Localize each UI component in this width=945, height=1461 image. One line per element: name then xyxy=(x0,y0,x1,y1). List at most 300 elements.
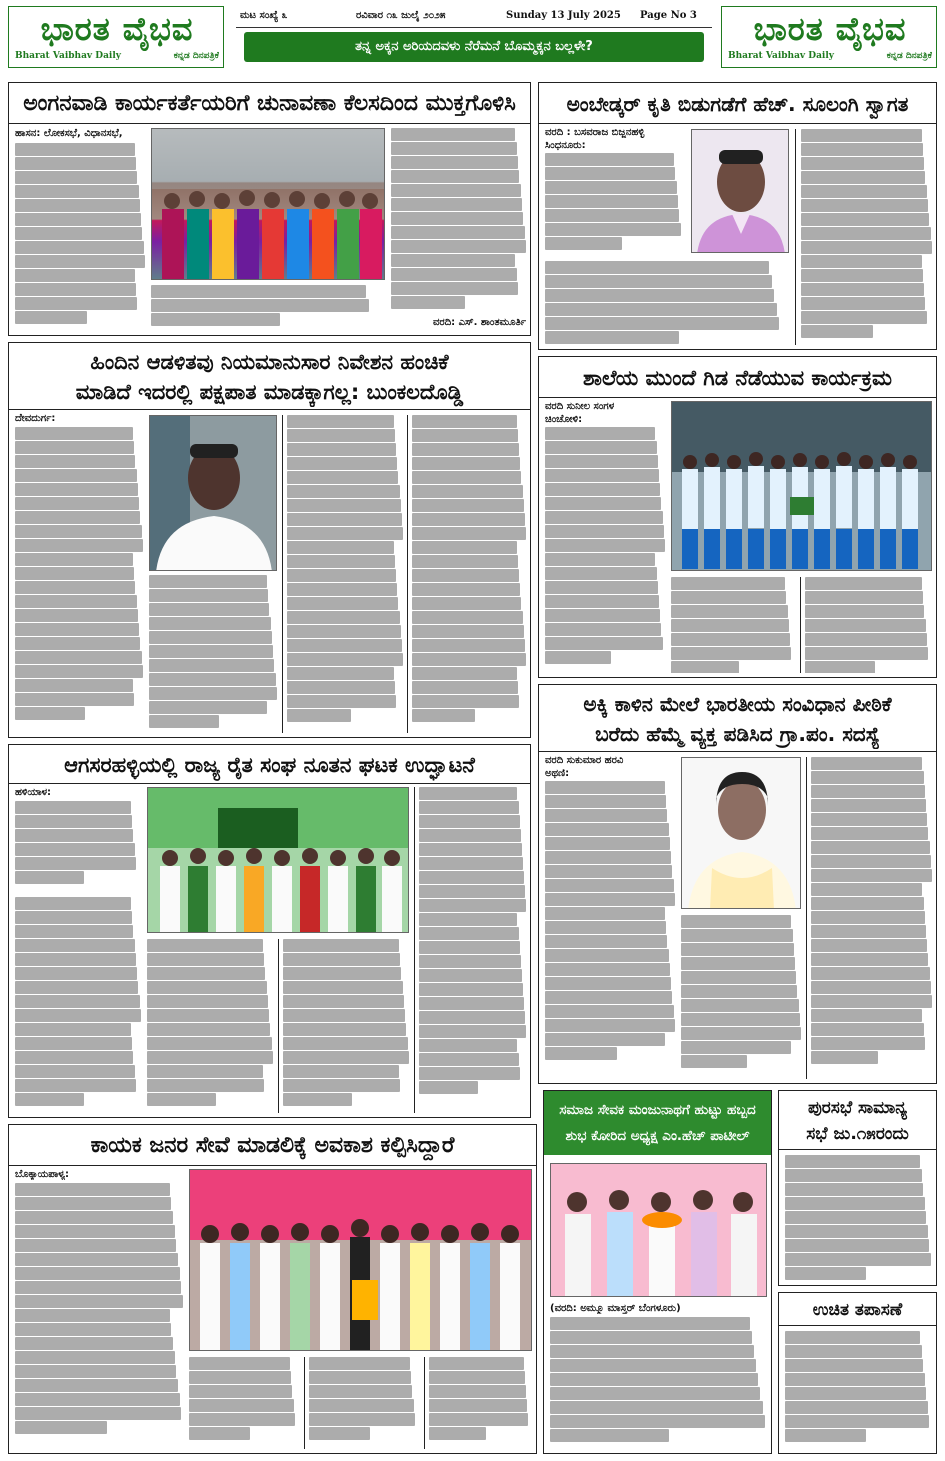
text-line xyxy=(550,1429,669,1442)
text-line xyxy=(785,1401,928,1414)
brand-subtitle: ಕನ್ನಡ ದಿನಪತ್ರಿಕೆ xyxy=(886,51,932,61)
text-line xyxy=(15,1225,175,1238)
text-line xyxy=(15,185,139,198)
text-line xyxy=(149,659,274,672)
text-line xyxy=(391,226,525,239)
dateline: ಹಳಿಯಾಳ: xyxy=(15,787,52,798)
text-line xyxy=(283,981,403,994)
text-line xyxy=(550,1317,750,1330)
text-line xyxy=(15,511,140,524)
masthead-center xyxy=(236,6,712,68)
text-line xyxy=(15,595,137,608)
text-line xyxy=(681,943,794,956)
text-line xyxy=(412,583,520,596)
text-line xyxy=(805,647,928,660)
text-line xyxy=(391,240,526,253)
text-line xyxy=(287,709,351,722)
text-line xyxy=(391,198,522,211)
text-line xyxy=(15,525,142,538)
brand-logo-right xyxy=(721,6,937,68)
text-line xyxy=(785,1429,866,1442)
page-number: Page No 3 xyxy=(640,10,697,21)
text-line xyxy=(785,1169,922,1182)
text-line xyxy=(811,953,928,966)
text-line xyxy=(287,611,400,624)
text-line xyxy=(545,469,659,482)
text-line xyxy=(801,199,928,212)
masthead xyxy=(8,6,937,72)
text-line xyxy=(15,427,133,440)
text-line xyxy=(785,1359,923,1372)
volume-number: ಮಟ ಸಂಖ್ಯೆ ೩ xyxy=(240,10,288,21)
story-school-plants xyxy=(538,356,937,678)
place: ಸಿಂಧನೂರು: xyxy=(545,140,586,151)
text-line xyxy=(785,1267,866,1280)
text-line xyxy=(15,1407,181,1420)
text-line xyxy=(391,156,518,169)
text-line xyxy=(15,1051,133,1064)
text-line xyxy=(805,619,926,632)
text-line xyxy=(429,1385,526,1398)
text-line xyxy=(429,1427,486,1440)
headline-line-2: ಬರೆದು ಹೆಮ್ಮೆ ವ್ಯಕ್ತ ಪಡಿಸಿದ ಗ್ರಾ.ಪಂ. ಸದಸ್ಯೆ xyxy=(595,722,880,746)
text-line xyxy=(811,813,927,826)
text-line xyxy=(801,269,923,282)
text-line xyxy=(15,1183,170,1196)
text-line xyxy=(309,1427,370,1440)
text-column xyxy=(545,781,675,1079)
brand-english-name: Bharat Vaibhav Daily xyxy=(728,51,834,61)
text-line xyxy=(15,1253,178,1266)
text-line xyxy=(419,787,517,800)
text-line xyxy=(785,1387,926,1400)
text-line xyxy=(681,929,793,942)
text-line xyxy=(545,209,679,222)
text-line xyxy=(785,1253,931,1266)
dateline: ಬೊಕ್ಕಾಯಪಾಳ್ಯ: xyxy=(15,1169,70,1180)
text-line xyxy=(545,949,669,962)
text-line xyxy=(545,935,667,948)
text-line xyxy=(15,1065,135,1078)
text-line xyxy=(149,645,273,658)
text-line xyxy=(419,997,524,1010)
text-line xyxy=(15,311,87,324)
text-line xyxy=(309,1357,410,1370)
text-line xyxy=(419,927,519,940)
dateline: ವರದಿ ಸುನೀಲ ಸಂಗಳ xyxy=(545,401,615,412)
text-line xyxy=(412,611,523,624)
text-line xyxy=(15,1281,181,1294)
text-line xyxy=(681,1055,747,1068)
text-line xyxy=(287,667,394,680)
text-line xyxy=(801,143,923,156)
text-line xyxy=(412,709,475,722)
photo-gp-member xyxy=(681,757,801,909)
text-line xyxy=(147,1051,273,1064)
text-line xyxy=(785,1197,925,1210)
text-line xyxy=(15,1379,178,1392)
text-line xyxy=(391,282,518,295)
text-line xyxy=(811,897,924,910)
text-line xyxy=(811,1051,878,1064)
text-line xyxy=(15,441,134,454)
text-line xyxy=(283,967,401,980)
text-line xyxy=(147,1065,263,1078)
text-line xyxy=(391,128,515,141)
text-line xyxy=(785,1183,923,1196)
text-line xyxy=(429,1357,524,1370)
text-line xyxy=(391,296,465,309)
text-line xyxy=(801,129,922,142)
headline-line-1: ಹಿಂದಿನ ಆಡಳಿತವು ನಿಯಮಾನುಸಾರ ನಿವೇಶನ ಹಂಚಿಕೆ xyxy=(90,350,449,374)
text-line xyxy=(15,693,134,706)
text-line xyxy=(801,241,932,254)
text-line xyxy=(147,967,265,980)
text-line xyxy=(15,1093,84,1106)
text-line xyxy=(287,569,396,582)
text-line xyxy=(283,939,399,952)
text-line xyxy=(811,995,932,1008)
text-line xyxy=(287,597,398,610)
text-line xyxy=(811,911,925,924)
text-line xyxy=(287,429,395,442)
text-line xyxy=(15,483,138,496)
text-line xyxy=(545,595,659,608)
text-line xyxy=(189,1357,290,1370)
text-line xyxy=(15,581,135,594)
text-line xyxy=(412,527,526,540)
text-line xyxy=(309,1413,415,1426)
text-line xyxy=(811,925,926,938)
text-line xyxy=(412,667,517,680)
text-line xyxy=(412,471,521,484)
text-line xyxy=(545,609,660,622)
text-line xyxy=(550,1331,752,1344)
text-line xyxy=(189,1385,292,1398)
text-line xyxy=(545,167,675,180)
text-column xyxy=(681,915,801,1079)
text-line xyxy=(545,865,672,878)
text-line xyxy=(412,443,519,456)
text-line xyxy=(811,967,930,980)
text-line xyxy=(15,637,140,650)
text-line xyxy=(811,841,930,854)
text-line xyxy=(391,170,519,183)
text-line xyxy=(681,971,796,984)
text-line xyxy=(15,1365,176,1378)
text-line xyxy=(15,1309,170,1322)
text-line xyxy=(15,157,136,170)
text-line xyxy=(412,541,517,554)
headline: ಅಂಗನವಾಡಿ ಕಾರ್ಯಕರ್ತೆಯರಿಗೆ ಚುನಾವಣಾ ಕೆಲಸದಿಂದ ಮುಕ್ತಗೊಳಿಸಿ xyxy=(23,91,516,116)
text-line xyxy=(545,1019,675,1032)
text-column xyxy=(671,577,795,673)
text-line xyxy=(545,809,667,822)
text-line xyxy=(419,955,521,968)
text-line xyxy=(15,609,138,622)
text-line xyxy=(283,1037,408,1050)
text-line xyxy=(149,603,269,616)
text-line xyxy=(287,457,397,470)
issue-info xyxy=(236,6,712,28)
headline-line-1: ಅಕ್ಕಿ ಕಾಳಿನ ಮೇಲೆ ಭಾರತೀಯ ಸಂವಿಧಾನ ಪೀಠಿಕೆ xyxy=(583,692,892,716)
text-column xyxy=(545,427,665,673)
text-line xyxy=(545,511,663,524)
text-line xyxy=(545,851,671,864)
text-line xyxy=(801,213,929,226)
headline-line-2: ಸಭೆ ಜು.೧೫ರಂದು xyxy=(806,1124,909,1144)
text-line xyxy=(309,1399,414,1412)
text-line xyxy=(15,871,84,884)
text-line xyxy=(147,1093,216,1106)
text-line xyxy=(545,567,657,580)
text-column xyxy=(15,427,143,733)
text-column xyxy=(805,577,932,673)
text-column xyxy=(391,128,526,313)
headline: ಆಗಸರಹಳ್ಳಿಯಲ್ಲಿ ರಾಜ್ಯ ರೈತ ಸಂಘ ನೂತನ ಘಟಕ ಉದ್ಘಾಟನೆ xyxy=(64,753,475,777)
text-line xyxy=(681,915,791,928)
text-line xyxy=(785,1373,925,1386)
text-line xyxy=(15,283,136,296)
text-line xyxy=(785,1225,928,1238)
text-line xyxy=(287,583,397,596)
text-line xyxy=(149,701,267,714)
text-line xyxy=(283,1023,406,1036)
headline: ಕಾಯಕ ಜನರ ಸೇವೆ ಮಾಡಲಿಕ್ಕೆ ಅವಕಾಶ ಕಲ್ಪಿಸಿದ್ದಾರೆ xyxy=(90,1133,455,1158)
text-line xyxy=(801,157,924,170)
text-line xyxy=(811,1037,925,1050)
text-line xyxy=(785,1211,926,1224)
headline-line-2: ಶುಭ ಕೋರಿದ ಅಧ್ಯಕ್ಷ ಎಂ.ಹೆಚ್ ಪಾಟೀಲ್ xyxy=(565,1128,750,1144)
text-line xyxy=(419,885,525,898)
story-ambedkar xyxy=(538,82,937,350)
text-line xyxy=(147,1037,272,1050)
text-line xyxy=(15,497,139,510)
text-line xyxy=(391,184,521,197)
text-line xyxy=(15,469,137,482)
text-line xyxy=(15,897,131,910)
signoff: ವರದಿ: ಎಸ್. ಶಾಂತಮೂರ್ತಿ xyxy=(432,317,526,328)
text-line xyxy=(545,525,664,538)
text-line xyxy=(545,275,772,288)
text-line xyxy=(429,1399,527,1412)
photo-manjunath-felicitation xyxy=(550,1163,767,1297)
text-line xyxy=(412,499,524,512)
text-line xyxy=(801,227,931,240)
text-line xyxy=(419,843,522,856)
text-line xyxy=(287,485,400,498)
text-line xyxy=(545,455,658,468)
text-line xyxy=(412,415,517,428)
text-line xyxy=(811,883,922,896)
text-line xyxy=(545,153,674,166)
story-anganwadi xyxy=(8,82,531,336)
text-line xyxy=(419,801,519,814)
text-line xyxy=(15,241,144,254)
text-line xyxy=(283,953,400,966)
text-column xyxy=(287,415,403,733)
text-line xyxy=(151,285,366,298)
text-column xyxy=(785,1331,932,1449)
text-line xyxy=(283,1051,409,1064)
text-line xyxy=(15,227,142,240)
text-column xyxy=(15,897,141,1113)
text-column xyxy=(149,575,277,733)
headline: ಶಾಲೆಯ ಮುಂದೆ ಗಿಡ ನೆಡೆಯುವ ಕಾರ್ಯಕ್ರಮ xyxy=(583,366,892,390)
text-line xyxy=(15,1037,132,1050)
text-line xyxy=(412,485,523,498)
text-line xyxy=(147,1009,269,1022)
text-line xyxy=(15,199,140,212)
text-line xyxy=(550,1401,763,1414)
text-line xyxy=(15,539,143,552)
dateline: ವರದಿ : ಬಸವರಾಜ ಬಿಜ್ಜನಹಳ್ಳಿ xyxy=(545,127,645,138)
headline: ಉಚಿತ ತಪಾಸಣೆ xyxy=(812,1300,903,1320)
text-line xyxy=(785,1155,920,1168)
text-line xyxy=(545,581,658,594)
text-line xyxy=(15,939,135,952)
text-column xyxy=(283,939,409,1113)
text-line xyxy=(545,317,779,330)
text-line xyxy=(805,661,875,673)
text-line xyxy=(419,899,526,912)
text-line xyxy=(805,577,922,590)
text-line xyxy=(15,143,135,156)
text-line xyxy=(545,637,663,650)
text-line xyxy=(545,623,661,636)
text-column xyxy=(15,143,145,331)
text-line xyxy=(283,995,404,1008)
text-line xyxy=(287,443,396,456)
headline-line-1: ಸಮಾಜ ಸೇವಕ ಮಂಜುನಾಥಗೆ ಹುಟ್ಟು ಹಬ್ಬದ xyxy=(559,1102,756,1118)
text-line xyxy=(287,625,401,638)
text-line xyxy=(189,1399,294,1412)
text-line xyxy=(419,829,521,842)
text-line xyxy=(671,605,788,618)
text-line xyxy=(811,1009,922,1022)
text-line xyxy=(147,1079,264,1092)
text-line xyxy=(545,921,666,934)
text-line xyxy=(545,963,670,976)
text-line xyxy=(545,539,665,552)
photo-bunkaladoddi xyxy=(149,415,277,571)
text-line xyxy=(429,1371,525,1384)
text-line xyxy=(811,757,922,770)
text-line xyxy=(15,567,134,580)
text-line xyxy=(15,1267,180,1280)
text-line xyxy=(149,575,267,588)
text-line xyxy=(419,1011,525,1024)
text-line xyxy=(15,297,137,310)
text-line xyxy=(419,1025,526,1038)
text-line xyxy=(15,623,139,636)
text-line xyxy=(681,985,797,998)
text-line xyxy=(811,771,924,784)
text-line xyxy=(412,555,518,568)
brand-subtitle: ಕನ್ನಡ ದಿನಪತ್ರಿಕೆ xyxy=(173,51,219,61)
text-line xyxy=(15,995,140,1008)
story-purasabhe xyxy=(778,1090,937,1286)
text-line xyxy=(15,679,133,692)
text-line xyxy=(801,297,925,310)
text-line xyxy=(283,1009,405,1022)
text-line xyxy=(545,195,678,208)
text-line xyxy=(287,527,403,540)
text-line xyxy=(801,171,925,184)
text-line xyxy=(15,1295,183,1308)
text-line xyxy=(545,223,681,236)
text-line xyxy=(545,893,675,906)
story-manjunath-birthday xyxy=(543,1090,772,1454)
text-column xyxy=(545,261,789,345)
text-line xyxy=(391,268,517,281)
text-line xyxy=(801,311,927,324)
text-line xyxy=(149,687,277,700)
dateline: ಹಾಸನ: ಲೋಕಸಭೆ, ವಿಧಾನಸಭೆ, xyxy=(15,128,123,139)
text-line xyxy=(545,823,669,836)
text-line xyxy=(412,639,525,652)
story-kayaka xyxy=(8,1124,537,1454)
text-line xyxy=(545,907,665,920)
text-line xyxy=(671,591,786,604)
text-line xyxy=(801,255,922,268)
text-line xyxy=(419,969,522,982)
text-line xyxy=(147,981,267,994)
text-line xyxy=(391,254,515,267)
text-line xyxy=(550,1345,754,1358)
headline-line-1: ಪುರಸಭೆ ಸಾಮಾನ್ಯ xyxy=(807,1098,908,1118)
text-line xyxy=(149,589,268,602)
text-line xyxy=(189,1427,250,1440)
photo-caption-text xyxy=(151,285,385,331)
text-line xyxy=(15,1323,171,1336)
text-line xyxy=(147,939,263,952)
text-line xyxy=(545,1005,674,1018)
text-line xyxy=(15,269,135,282)
text-column xyxy=(419,787,526,1113)
text-line xyxy=(545,237,622,250)
text-line xyxy=(287,541,394,554)
text-line xyxy=(811,869,932,882)
text-line xyxy=(419,983,523,996)
text-line xyxy=(149,673,276,686)
text-line xyxy=(545,1033,665,1046)
text-line xyxy=(15,1197,171,1210)
text-column xyxy=(785,1155,932,1281)
text-line xyxy=(545,1047,617,1060)
text-line xyxy=(545,303,777,316)
text-column xyxy=(15,801,141,891)
brand-logo-left xyxy=(8,6,224,68)
text-column xyxy=(801,129,932,345)
text-line xyxy=(419,913,517,926)
text-line xyxy=(801,185,927,198)
text-line xyxy=(419,1039,517,1052)
text-line xyxy=(429,1413,528,1426)
text-line xyxy=(811,981,931,994)
text-line xyxy=(412,513,525,526)
text-line xyxy=(419,871,524,884)
text-line xyxy=(391,142,517,155)
text-line xyxy=(412,653,526,666)
text-column xyxy=(811,757,932,1079)
text-line xyxy=(151,299,369,312)
text-line xyxy=(419,815,520,828)
text-line xyxy=(419,1067,520,1080)
text-line xyxy=(785,1415,929,1428)
text-line xyxy=(15,213,141,226)
text-line xyxy=(15,1337,173,1350)
